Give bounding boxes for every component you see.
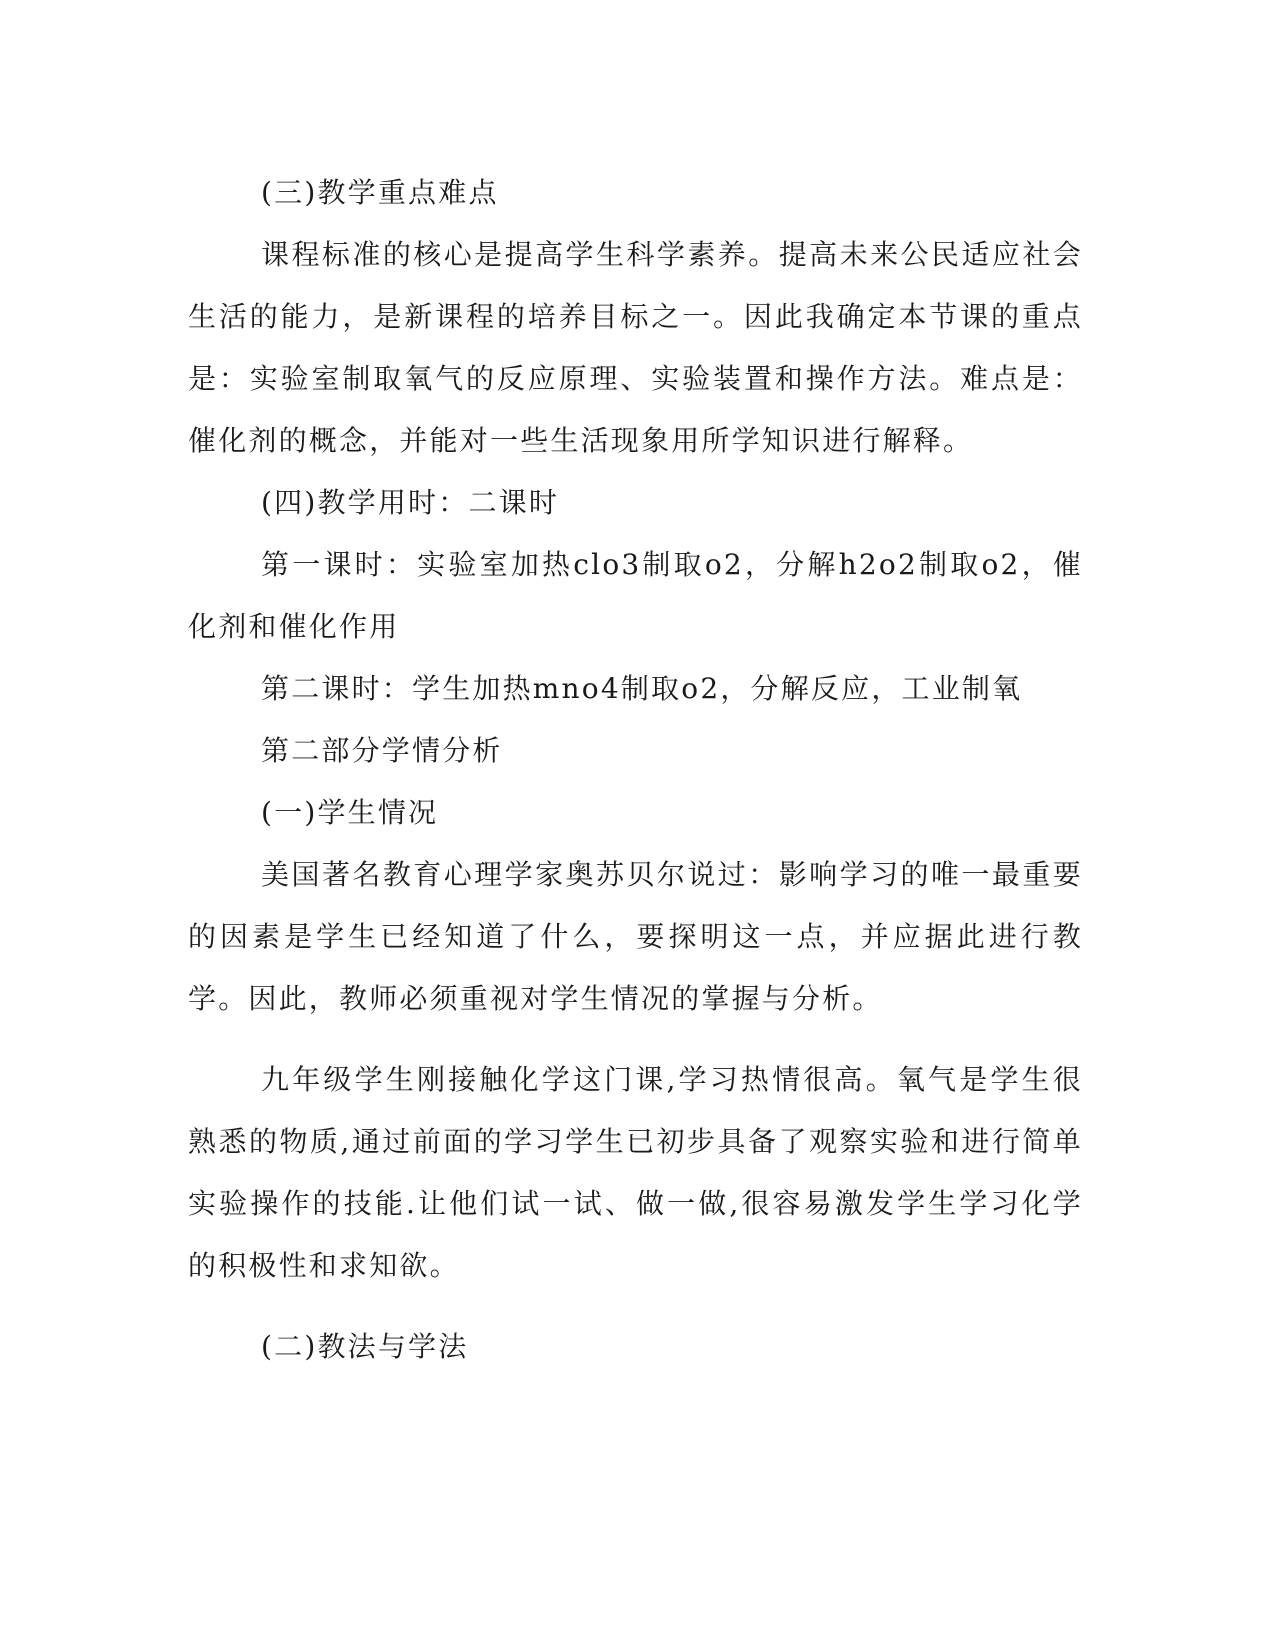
part-heading-student-analysis: 第二部分学情分析 — [261, 734, 503, 767]
section-heading-teaching-time: (四)教学用时：二课时 — [261, 486, 560, 519]
document-body — [188, 162, 1083, 1397]
paragraph-key-points: 课程标准的核心是提高学生科学素养。提高未来公民适应社会生活的能力，是新课程的培养目标之一。因此我确定本节课的重点是：实验室制取氧气的反应原理、实验装置和操作方法。难点是：催化剂的概念，并能对一些生活现象用所学知识进行解释。 — [188, 238, 1083, 457]
paragraph-first-lesson: 第一课时：实验室加热clo3制取o2，分解h2o2制取o2，催化剂和催化作用 — [188, 548, 1083, 643]
paragraph-second-lesson: 第二课时：学生加热mno4制取o2，分解反应，工业制氧 — [261, 672, 1023, 705]
paragraph-ausubel-quote: 美国著名教育心理学家奥苏贝尔说过：影响学习的唯一最重要的因素是学生已经知道了什么，要探明这一点，并应据此进行教学。因此，教师必须重视对学生情况的掌握与分析。 — [188, 858, 1083, 1015]
paragraph-grade-nine-students: 九年级学生刚接触化学这门课,学习热情很高。氧气是学生很熟悉的物质,通过前面的学习学生已初步具备了观察实验和进行简单实验操作的技能.让他们试一试、做一做,很容易激发学生学习化学的积极性和求知欲。 — [188, 1063, 1083, 1282]
section-heading-student-situation: (一)学生情况 — [261, 796, 439, 829]
section-heading-methods: (二)教法与学法 — [261, 1330, 469, 1363]
section-heading-key-points: (三)教学重点难点 — [261, 176, 499, 209]
